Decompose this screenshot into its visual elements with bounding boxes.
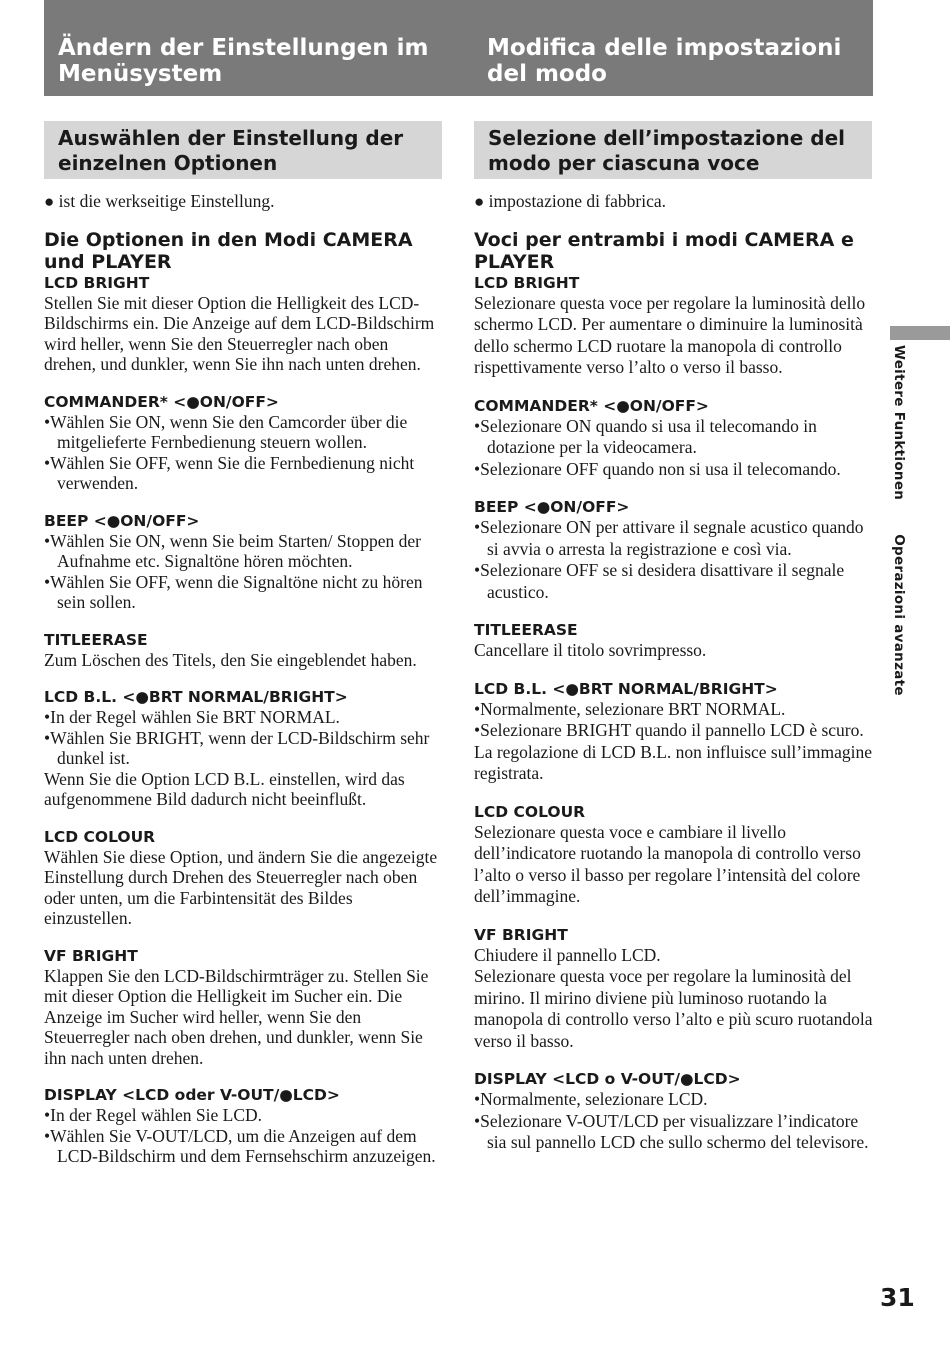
option-bullet: •Wählen Sie V-OUT/LCD, um die Anzeigen auf dem LCD-Bildschirm und dem Fernsehschirm anzuzeigen.	[44, 1125, 436, 1166]
option-title: TITLEERASE	[44, 630, 148, 649]
option-title: VF BRIGHT	[474, 925, 568, 944]
factory-setting-note: ● impostazione di fabbrica.	[474, 191, 667, 211]
option-title: TITLEERASE	[474, 621, 578, 639]
option-bullet: •Wählen Sie BRIGHT, wenn der LCD-Bildschirm sehr dunkel ist.	[44, 727, 430, 768]
italian-column	[474, 191, 874, 1171]
option-title: BEEP <●ON/OFF>	[44, 511, 200, 530]
option-section	[44, 687, 444, 810]
option-title: COMMANDER* <●ON/OFF>	[44, 392, 279, 411]
side-tab-marker	[890, 326, 950, 340]
option-description: Klappen Sie den LCD-Bildschirmträger zu. Stellen Sie mit dieser Option die Helligkeit im Sucher ein. Die Anzeige im Sucher wird heller, wenn Sie den Steuerregler nach oben drehen, und dunkler, wenn Sie ihn nach unten drehen.	[44, 965, 429, 1068]
option-bullet: •Selezionare OFF quando non si usa il telecomando.	[474, 458, 841, 479]
section-title-italian: Selezione dell’impostazione del modo per ciascuna voce	[488, 126, 846, 175]
option-bullet: •Selezionare BRIGHT quando il pannello LCD è scuro.	[474, 720, 864, 740]
option-title: LCD BRIGHT	[474, 273, 580, 292]
option-bullet: •Normalmente, selezionare LCD.	[474, 1089, 708, 1109]
option-bullet: •In der Regel wählen Sie LCD.	[44, 1105, 263, 1125]
option-description: Wählen Sie diese Option, und ändern Sie die angezeigte Einstellung durch Drehen des Steuerregler nach oben oder unten, um die Farbintensität des Bildes einzustellen.	[44, 846, 438, 928]
option-title: BEEP <●ON/OFF>	[474, 498, 630, 516]
option-title: COMMANDER* <●ON/OFF>	[474, 396, 709, 415]
page-number: 31	[880, 1283, 915, 1312]
page-title-german: Ändern der Einstellungen im Menüsystem	[58, 35, 429, 87]
option-description: La regolazione di LCD B.L. non influisce sull’immagine registrata.	[474, 741, 873, 783]
option-description: Chiudere il pannello LCD.	[474, 944, 661, 965]
option-title: LCD COLOUR	[474, 802, 586, 821]
side-tab-label	[891, 345, 907, 695]
option-description: Selezionare questa voce per regolare la luminosità dello schermo LCD. Per aumentare o diminuire la luminosità dello schermo LCD ruotare la manopola di controllo rispettivamente verso l’alto o verso il basso.	[474, 292, 866, 377]
option-description: Selezionare questa voce per regolare la luminosità del mirino. Il mirino diviene più luminoso ruotando la manopola di controllo verso l’alto e più scuro ruotandola verso il basso.	[474, 966, 873, 1051]
option-section	[474, 802, 874, 908]
option-section	[474, 1069, 874, 1154]
option-title: DISPLAY <LCD o V-OUT/●LCD>	[474, 1070, 741, 1088]
option-section	[474, 679, 874, 785]
option-section	[474, 620, 874, 662]
option-bullet: •Selezionare OFF se si desidera disattivare il segnale acustico.	[474, 560, 845, 602]
factory-setting-dot-icon: ●	[474, 192, 485, 211]
options-heading: Die Optionen in den Modi CAMERA und PLAYER	[44, 228, 413, 273]
option-bullet: •Normalmente, selezionare BRT NORMAL.	[474, 698, 786, 719]
option-title: VF BRIGHT	[44, 946, 138, 965]
option-title: DISPLAY <LCD oder V-OUT/●LCD>	[44, 1086, 340, 1104]
section-title-german: Auswählen der Einstellung der einzelnen Optionen	[58, 126, 404, 175]
option-list	[474, 273, 874, 1154]
option-list	[44, 273, 444, 1167]
option-section	[44, 392, 444, 494]
option-title: LCD B.L. <●BRT NORMAL/BRIGHT>	[474, 679, 778, 698]
factory-setting-dot-icon: ●	[44, 192, 55, 211]
page-header-bar	[44, 0, 873, 96]
option-section	[44, 1085, 444, 1167]
side-tab-german: Weitere Funktionen	[891, 345, 907, 501]
option-section	[44, 273, 444, 375]
side-tab-italian: Operazioni avanzate	[891, 534, 907, 696]
option-bullet: •Selezionare ON quando si usa il telecomando in dotazione per la videocamera.	[474, 415, 817, 457]
option-description: Cancellare il titolo sovrimpresso.	[474, 640, 707, 660]
option-bullet: •Selezionare ON per attivare il segnale acustico quando si avvia o arresta la registrazione e così via.	[474, 517, 864, 559]
option-description: Stellen Sie mit dieser Option die Helligkeit des LCD-Bildschirms ein. Die Anzeige auf dem LCD-Bildschirm wird heller, wenn Sie den Steuerregler nach oben drehen, und dunkler, wenn Sie ihn nach unten drehen.	[44, 292, 435, 374]
option-description: Selezionare questa voce e cambiare il livello dell’indicatore ruotando la manopola di controllo verso l’alto o verso il basso per regolare l’intensità del colore dell’immagine.	[474, 821, 861, 906]
option-bullet: •Wählen Sie ON, wenn Sie beim Starten/ Stoppen der Aufnahme etc. Signaltöne hören möchten.	[44, 530, 421, 571]
option-section	[474, 396, 874, 481]
option-bullet: •Wählen Sie OFF, wenn Sie die Fernbedienung nicht verwenden.	[44, 452, 415, 493]
option-title: LCD COLOUR	[44, 827, 156, 846]
factory-setting-note: ● ist die werkseitige Einstellung.	[44, 191, 275, 211]
option-section	[474, 497, 874, 603]
option-section	[44, 630, 444, 671]
page-title-italian: Modifica delle impostazioni del modo	[487, 35, 842, 87]
option-section	[44, 946, 444, 1069]
options-heading: Voci per entrambi i modi CAMERA e PLAYER	[474, 228, 854, 273]
option-section	[474, 273, 874, 379]
option-bullet: •Selezionare V-OUT/LCD per visualizzare l’indicatore sia sul pannello LCD che sullo schermo del televisore.	[474, 1110, 869, 1152]
option-section	[44, 511, 444, 613]
option-bullet: •Wählen Sie OFF, wenn die Signaltöne nicht zu hören sein sollen.	[44, 571, 423, 612]
option-bullet: •In der Regel wählen Sie BRT NORMAL.	[44, 707, 340, 727]
option-section	[44, 827, 444, 929]
german-column	[44, 191, 444, 1184]
option-section	[474, 925, 874, 1053]
option-bullet: •Wählen Sie ON, wenn Sie den Camcorder über die mitgelieferte Fernbedienung steuern wollen.	[44, 411, 408, 452]
option-title: LCD B.L. <●BRT NORMAL/BRIGHT>	[44, 688, 348, 706]
option-title: LCD BRIGHT	[44, 273, 150, 292]
section-header-italian	[474, 121, 872, 179]
option-description: Wenn Sie die Option LCD B.L. einstellen, wird das aufgenommene Bild dadurch nicht beeinflußt.	[44, 768, 405, 809]
option-description: Zum Löschen des Titels, den Sie eingeblendet haben.	[44, 649, 417, 670]
section-header-german	[44, 121, 442, 179]
